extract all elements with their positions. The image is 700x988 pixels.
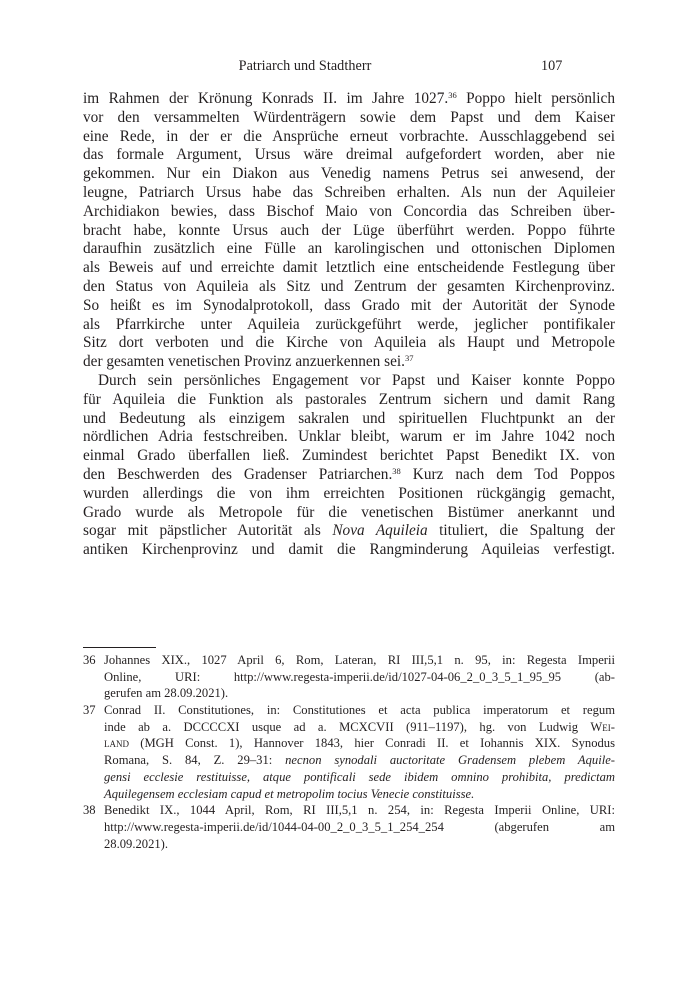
page-number: 107 xyxy=(541,58,563,74)
footnote-line: 28.09.2021). xyxy=(104,836,169,851)
footnote-number: 38 xyxy=(83,803,96,818)
body-line: den Status von Aquileia als Sitz und Zentrum der gesamten Kirchenprovinz. xyxy=(83,277,615,295)
body-line: nördlichen Adria festschreiben. Unklar bleibt, warum er im Jahre 1042 noch xyxy=(83,428,615,446)
footnote-38 xyxy=(83,802,615,852)
body-line: Archidiakon bewies, dass Bischof Maio von Concordia das Schreiben über- xyxy=(83,202,615,220)
footnote-line xyxy=(104,786,615,803)
text-run: (MGH Const. 1), Hannover 1843, hier Conradi II. et Iohannis XIX. Synodus xyxy=(140,736,615,751)
body-line: und Bedeutung als einzigem sakralen und spirituellen Fluchtpunkt an der xyxy=(83,409,615,427)
footnote-ref-38[interactable]: 38 xyxy=(392,465,401,476)
footnotes xyxy=(83,652,615,852)
footnote-line xyxy=(104,735,615,752)
footnote-line xyxy=(104,752,615,769)
footnote-separator xyxy=(83,647,156,648)
footnote-ref-37[interactable]: 37 xyxy=(404,353,414,364)
body-line: Durch sein persönliches Engagement vor Papst und Kaiser konnte Poppo xyxy=(98,371,615,389)
body-line: Grado wurde als Metropole für die venetischen Bistümer anerkannt und xyxy=(83,503,615,521)
body-line: vor den versammelten Würdenträgern sowie dem Papst und dem Kaiser xyxy=(83,108,615,126)
footnote-line: Johannes XIX., 1027 April 6, Rom, Lateran, RI III,5,1 n. 95, in: Regesta Imperii xyxy=(104,653,615,667)
running-head xyxy=(0,58,700,78)
body-text xyxy=(83,90,615,560)
text-run: tituliert, die Spaltung der xyxy=(427,522,616,540)
body-line xyxy=(83,90,615,109)
body-line: antiken Kirchenprovinz und damit die Rangminderung Aquileias verfestigt. xyxy=(83,541,615,559)
body-line: als Beweis auf und erreichte damit letztlich eine entscheidende Festlegung über xyxy=(83,259,615,277)
body-line: das formale Argument, Ursus wäre dreimal aufgefordert worden, aber nie xyxy=(83,146,615,164)
footnote-line: gerufen am 28.09.2021). xyxy=(104,686,229,701)
text-run: Kurz nach dem Tod Poppos xyxy=(400,465,615,483)
body-line: Sitz dort verboten und die Kirche von Aquileia als Haupt und Metropole xyxy=(83,334,615,352)
body-line: für Aquileia die Funktion als pastorales Zentrum sichern und damit Rang xyxy=(83,390,615,408)
footnote-number: 37 xyxy=(83,703,96,718)
footnote-line: Benedikt IX., 1044 April, Rom, RI III,5,1 n. 254, in: Regesta Imperii Online, URI: xyxy=(104,803,615,818)
body-line: als Pfarrkirche unter Aquileia zurückgeführt werde, jeglicher pontifikaler xyxy=(83,315,615,333)
body-line: leugne, Patriarch Ursus habe das Schreiben erhalten. Als nun der Aquileier xyxy=(83,183,615,201)
body-line xyxy=(83,522,615,541)
footnote-line: http://www.regesta-imperii.de/id/1044-04-00_2_0_3_5_1_254_254 (abgerufen am xyxy=(104,819,615,834)
body-line xyxy=(83,353,615,372)
body-line: daraufhin zusätzlich eine Fülle an karolingischen und ottonischen Diplomen xyxy=(83,240,615,258)
footnote-number: 36 xyxy=(83,653,96,667)
text-run: inde ab a. DCCCCXI usque ad a. MCXCVII (911–1197), hg. von Ludwig xyxy=(104,719,591,734)
footnote-line xyxy=(104,769,615,786)
footnote-line xyxy=(104,719,615,736)
body-line: So heißt es im Synodalprotokoll, dass Grado mit der Autorität der Synode xyxy=(83,296,615,314)
text-run: im Rahmen der Krönung Konrads II. im Jahre 1027. xyxy=(83,90,449,107)
body-line: bracht habe, konnte Ursus auch der Lüge überführt werden. Poppo führte xyxy=(83,221,615,239)
text-run: sogar mit päpstlicher Autorität als xyxy=(83,522,333,540)
latin-quote: Aquilegensem ecclesiam capud et metropolim tocius Venecie constituisse. xyxy=(104,786,475,801)
author-name: land xyxy=(104,736,129,751)
text-run: den Beschwerden des Gradenser Patriarchen. xyxy=(83,465,393,483)
footnote-line: Online, URI: http://www.regesta-imperii.de/id/1027-04-06_2_0_3_5_1_95_95 (ab- xyxy=(104,669,615,684)
text-run: Romana, S. 84, Z. 29–31: xyxy=(104,753,286,768)
latin-quote: necnon synodali auctoritate Gradensem plebem Aquile- xyxy=(285,753,615,768)
body-line: gekommen. Nur ein Diakon aus Venedig namens Petrus sei anwesend, der xyxy=(83,165,615,183)
latin-quote: gensi ecclesie restituisse, atque pontificali sede ibidem omnino prohibita, predictam xyxy=(104,769,615,784)
italic-term: Nova Aquileia xyxy=(332,522,428,540)
body-line: wurden allerdings die von ihm erreichten Positionen rückgängig gemacht, xyxy=(83,484,615,502)
text-run: Poppo hielt persönlich xyxy=(456,90,615,107)
body-line: einmal Grado überfallen ließ. Zumindest berichtet Papst Benedikt IX. von xyxy=(83,447,615,465)
author-name: Wei- xyxy=(590,719,615,734)
footnote-37 xyxy=(83,702,615,802)
footnote-36 xyxy=(83,652,615,702)
footnote-ref-36[interactable]: 36 xyxy=(448,90,457,100)
running-title: Patriarch und Stadtherr xyxy=(238,58,372,74)
footnote-line: Conrad II. Constitutiones, in: Constitutiones et acta publica imperatorum et regum xyxy=(104,703,615,718)
body-line xyxy=(83,466,615,485)
body-line: eine Rede, in der er die Ansprüche erneut vorbrachte. Ausschlaggebend sei xyxy=(83,127,615,145)
text-run: der gesamten venetischen Provinz anzuerkennen sei. xyxy=(83,353,405,371)
